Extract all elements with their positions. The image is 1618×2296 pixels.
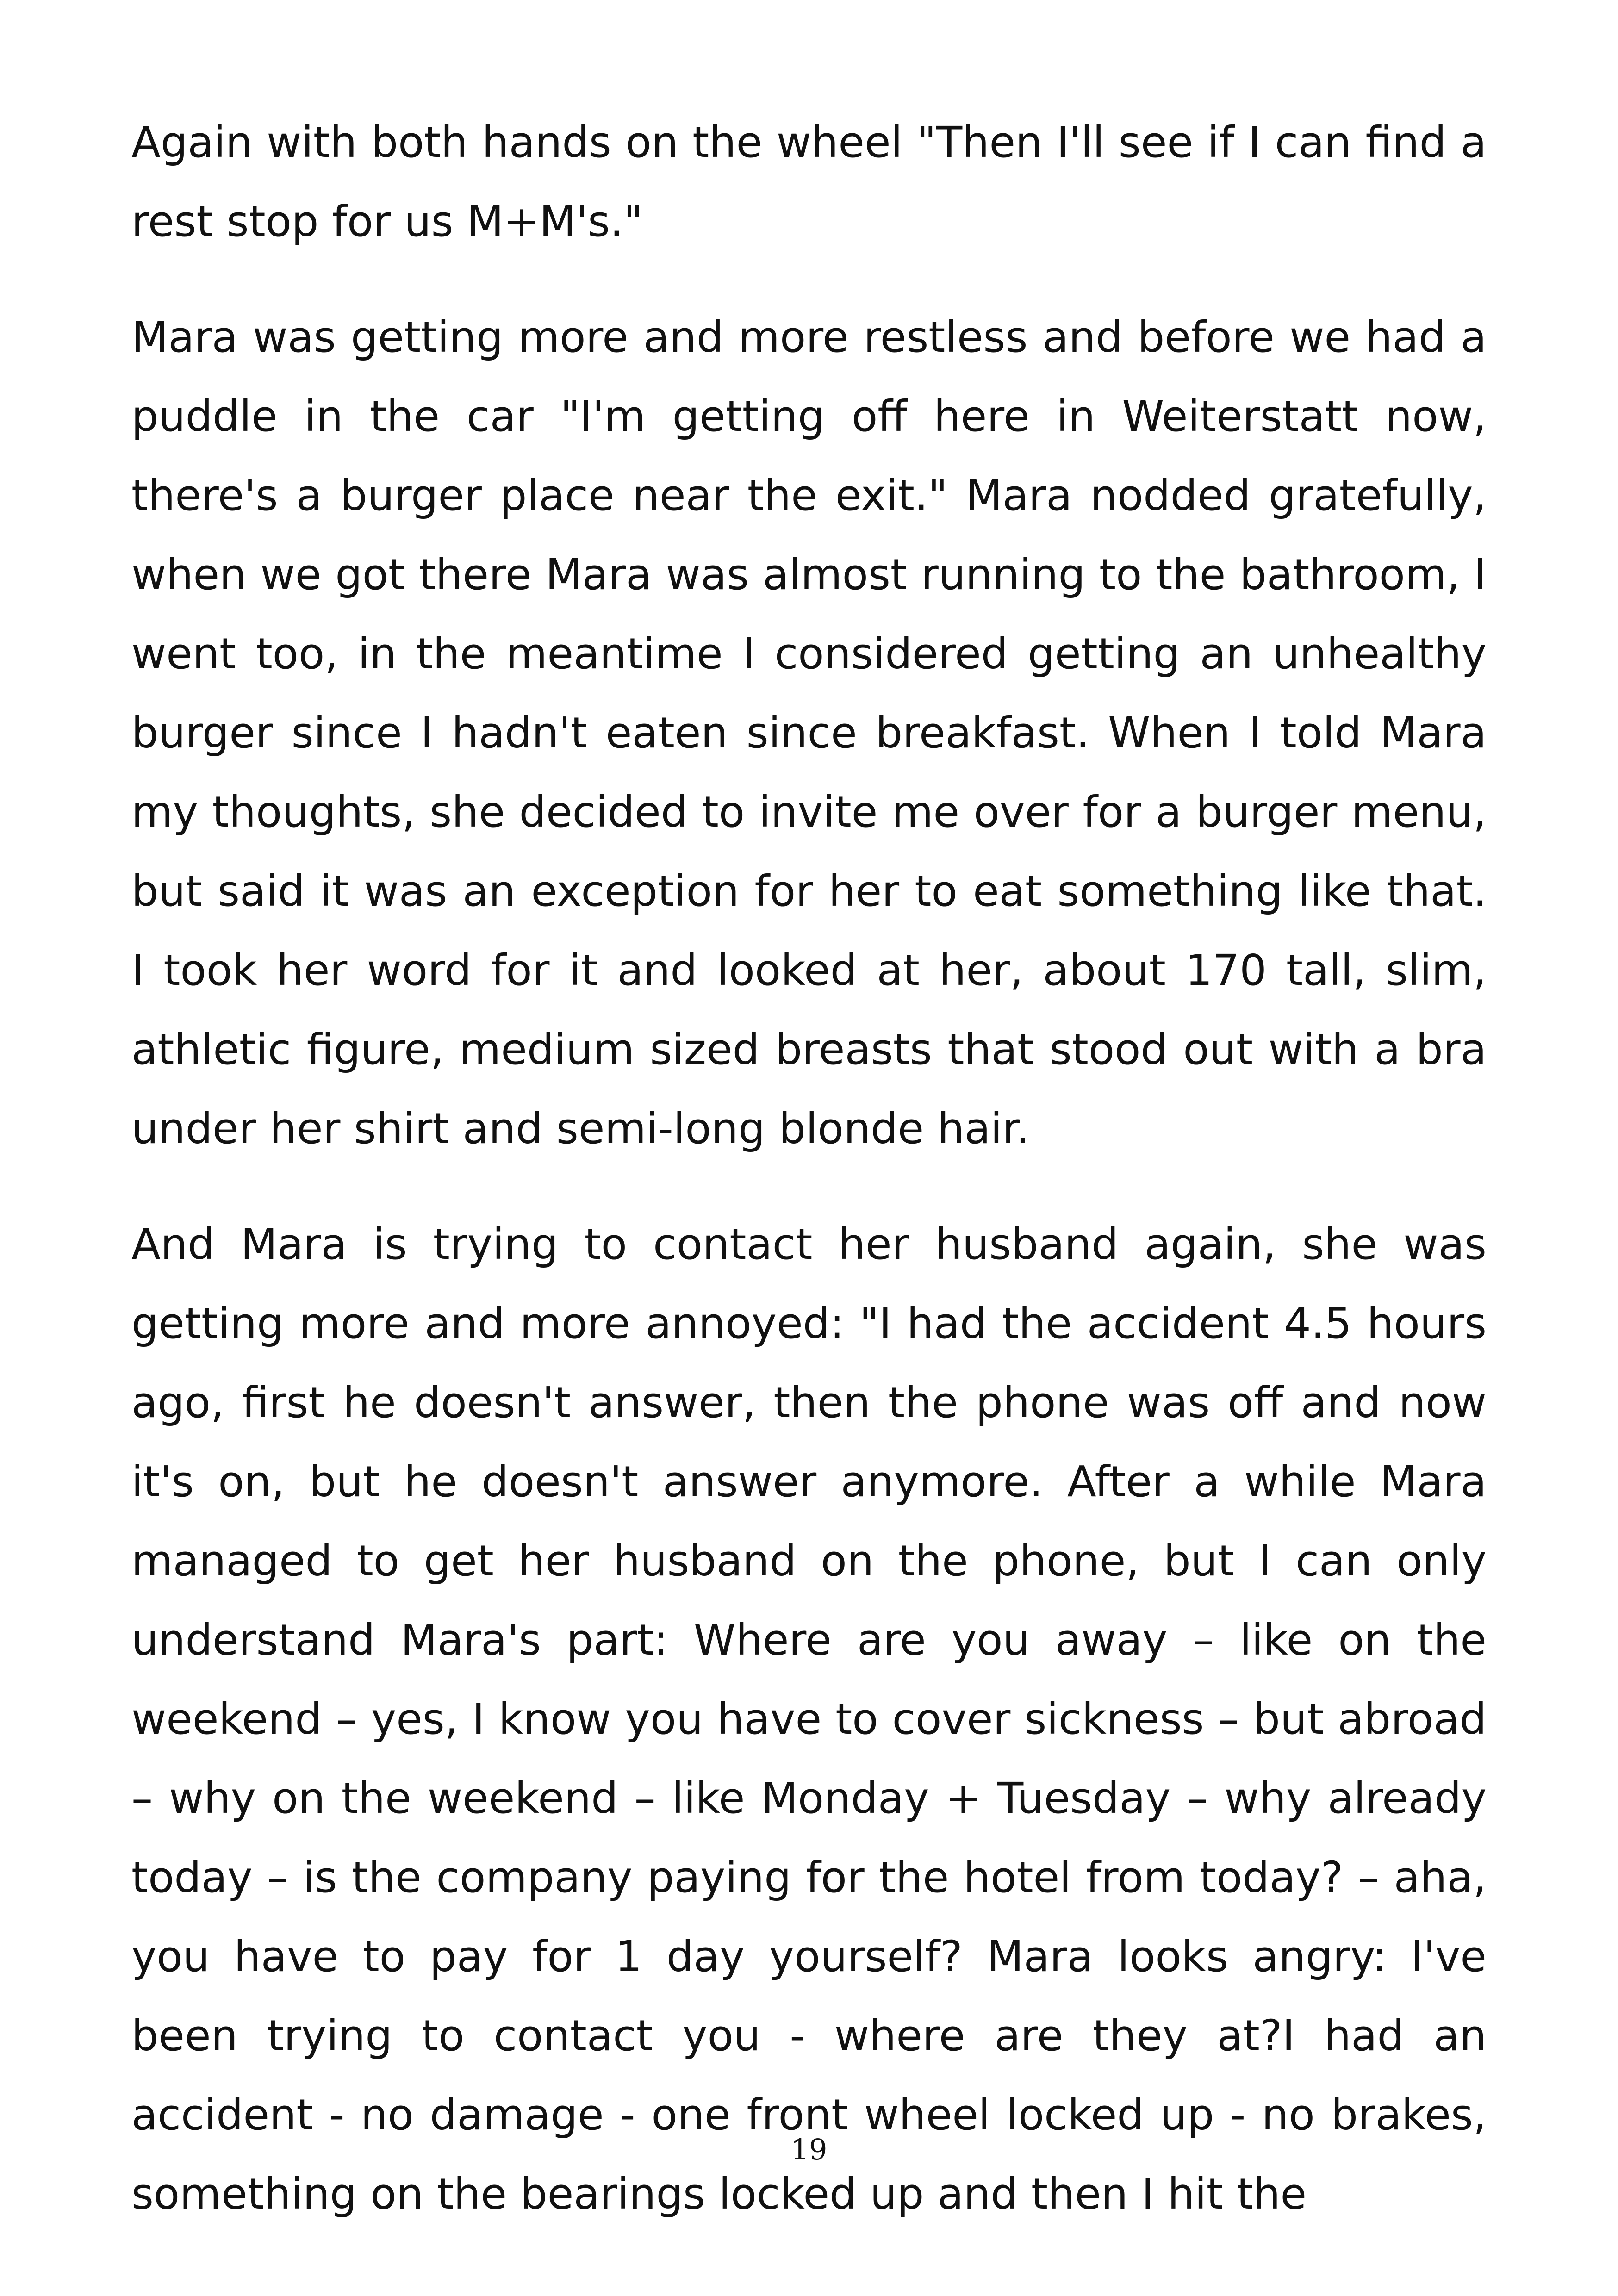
body-text: [131, 103, 1487, 2234]
paragraph-3: And Mara is trying to contact her husband again, she was getting more and more annoyed: "I had the accident 4.5 hours ago, first he doesn't answer, then the phone was off and now it's on, but he doesn't answer anymore. After a while Mara managed to get her husband on the phone, but I can only understand Mara's part: Where are you away – like on the weekend – yes, I know you have to cover sickness – but abroad – why on the weekend – like Monday + Tuesday – why already today – is the company paying for the hotel from today? – aha, you have to pay for 1 day yourself? Mara looks angry: I've been trying to contact you - where are they at?I had an accident - no damage - one front wheel locked up - no brakes, something on the bearings locked up and then I hit the: [131, 1220, 1487, 2219]
paragraph-2: Mara was getting more and more restless and before we had a puddle in the car "I'm getting off here in Weiterstatt now, there's a burger place near the exit." Mara nodded gratefully, when we got there Mara was almost running to the bathroom, I went too, in the meantime I considered getting an unhealthy burger since I hadn't eaten since breakfast. When I told Mara my thoughts, she decided to invite me over for a burger menu, but said it was an exception for her to eat something like that. I took her word for it and looked at her, about 170 tall, slim, athletic figure, medium sized breasts that stood out with a bra under her shirt and semi-long blonde hair.: [131, 312, 1487, 1153]
page-number: 19: [790, 2133, 828, 2166]
paragraph-1: Again with both hands on the wheel "Then I'll see if I can find a rest stop for us M+M's.": [131, 118, 1487, 246]
